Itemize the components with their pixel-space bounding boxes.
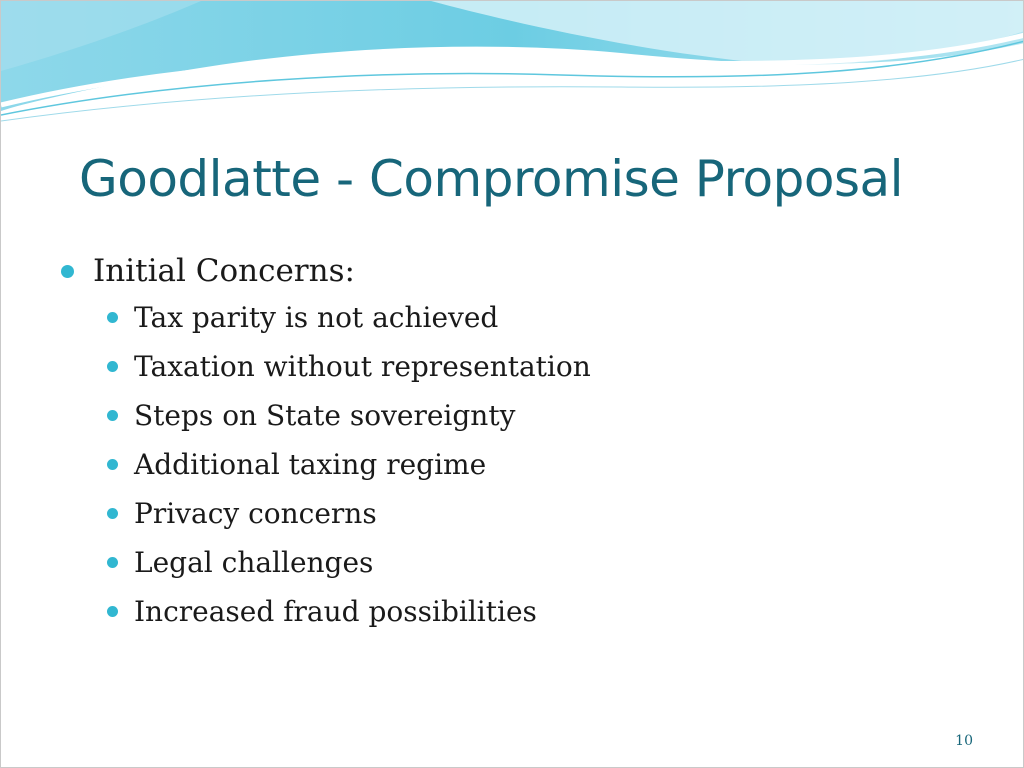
sub-bullet-item: [61, 440, 961, 489]
sub-bullet-text: Legal challenges: [134, 546, 374, 579]
bullet-dot-icon: [107, 410, 118, 421]
sub-bullet-text: Steps on State sovereignty: [134, 399, 516, 432]
bullet-dot-icon: [107, 361, 118, 372]
sub-bullet-text: Privacy concerns: [134, 497, 377, 530]
slide-title: Goodlatte - Compromise Proposal: [79, 150, 904, 208]
sub-bullet-item: [61, 489, 961, 538]
bullet-list: [61, 249, 961, 636]
bullet-dot-icon: [107, 459, 118, 470]
bullet-dot-icon: [107, 312, 118, 323]
bullet-item-initial-concerns: [61, 249, 961, 293]
sub-bullet-item: [61, 587, 961, 636]
bullet-dot-icon: [61, 265, 74, 278]
bullet-dot-icon: [107, 557, 118, 568]
sub-bullet-list: [61, 293, 961, 636]
bullet-dot-icon: [107, 606, 118, 617]
bullet-dot-icon: [107, 508, 118, 519]
page-number: 10: [955, 733, 973, 749]
sub-bullet-item: [61, 342, 961, 391]
sub-bullet-text: Tax parity is not achieved: [134, 301, 499, 334]
sub-bullet-text: Additional taxing regime: [134, 448, 487, 481]
sub-bullet-text: Increased fraud possibilities: [134, 595, 537, 628]
sub-bullet-item: [61, 391, 961, 440]
wave-header-decoration: [1, 1, 1024, 141]
sub-bullet-text: Taxation without representation: [134, 350, 591, 383]
bullet-text: Initial Concerns:: [93, 253, 355, 289]
sub-bullet-item: [61, 293, 961, 342]
sub-bullet-item: [61, 538, 961, 587]
